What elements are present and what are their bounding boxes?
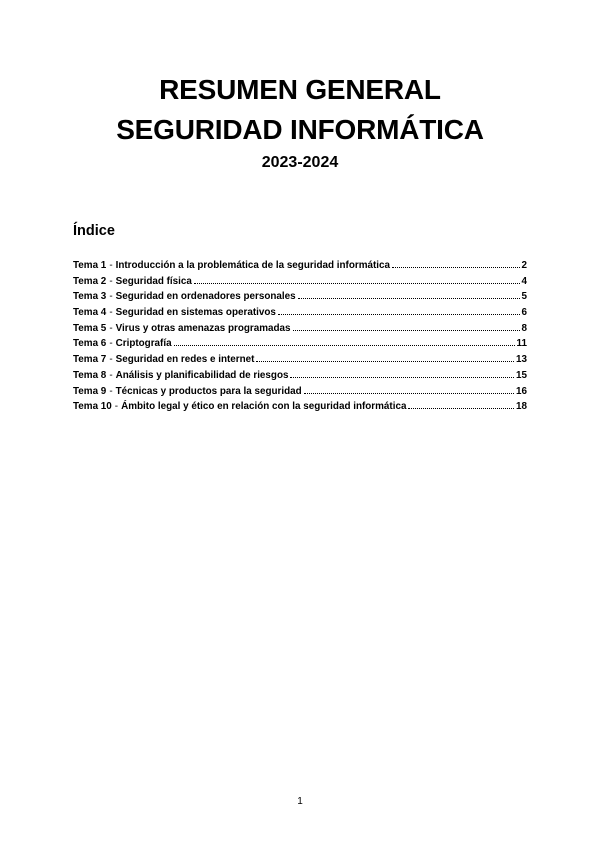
toc-dot-leader bbox=[408, 399, 514, 409]
toc-entry-title: Seguridad en sistemas operativos bbox=[115, 307, 276, 319]
toc-entry[interactable] bbox=[73, 399, 527, 415]
toc-entry-page: 2 bbox=[521, 260, 527, 271]
toc-dot-leader bbox=[293, 321, 520, 331]
toc-entry[interactable] bbox=[73, 274, 527, 290]
toc-entry[interactable] bbox=[73, 352, 527, 368]
toc-entry-separator: - bbox=[109, 260, 113, 271]
toc-entry-page: 8 bbox=[521, 322, 527, 334]
toc-entry-number: Tema 10 bbox=[73, 401, 112, 413]
page-number: 1 bbox=[297, 796, 303, 807]
toc-entry-page: 16 bbox=[516, 385, 527, 397]
toc-dot-leader bbox=[256, 352, 514, 362]
toc-entry[interactable] bbox=[73, 336, 527, 352]
toc-entry-separator: - bbox=[109, 369, 113, 381]
toc-entry[interactable] bbox=[73, 289, 527, 305]
index-heading: Índice bbox=[73, 223, 115, 239]
toc-entry-number: Tema 3 bbox=[73, 291, 107, 303]
toc-entry-number: Tema 2 bbox=[73, 275, 107, 287]
toc-entry-number: Tema 4 bbox=[73, 307, 107, 319]
toc-entry[interactable] bbox=[73, 368, 527, 384]
toc-entry-page: 18 bbox=[516, 401, 527, 413]
toc-entry-page: 4 bbox=[521, 275, 527, 287]
toc-entry-number: Tema 1 bbox=[73, 260, 107, 271]
toc-dot-leader bbox=[304, 384, 514, 394]
toc-dot-leader bbox=[174, 336, 515, 346]
toc-entry-number: Tema 5 bbox=[73, 322, 107, 334]
table-of-contents bbox=[73, 258, 527, 415]
toc-entry-separator: - bbox=[109, 385, 113, 397]
toc-entry-separator: - bbox=[109, 322, 113, 334]
toc-entry-separator: - bbox=[109, 291, 113, 303]
toc-dot-leader bbox=[194, 274, 520, 284]
toc-entry-title: Ámbito legal y ético en relación con la seguridad informática bbox=[121, 401, 407, 413]
toc-entry-separator: - bbox=[109, 307, 113, 319]
toc-dot-leader bbox=[278, 305, 520, 315]
toc-entry-title: Análisis y planificabilidad de riesgos bbox=[115, 369, 289, 381]
document-title-line2: SEGURIDAD INFORMÁTICA bbox=[116, 114, 484, 145]
toc-entry-separator: - bbox=[109, 354, 113, 366]
toc-entry-title: Introducción a la problemática de la seguridad informática bbox=[115, 260, 390, 271]
toc-entry-title: Seguridad en redes e internet bbox=[115, 354, 255, 366]
toc-dot-leader bbox=[298, 289, 520, 299]
toc-entry-separator: - bbox=[109, 338, 113, 350]
toc-entry[interactable] bbox=[73, 258, 527, 274]
toc-entry-page: 15 bbox=[516, 369, 527, 381]
toc-dot-leader bbox=[290, 368, 514, 378]
academic-year: 2023-2024 bbox=[261, 154, 339, 171]
toc-entry-separator: - bbox=[109, 275, 113, 287]
toc-entry-page: 11 bbox=[516, 338, 527, 350]
toc-entry[interactable] bbox=[73, 305, 527, 321]
document-title-line1: RESUMEN GENERAL bbox=[159, 74, 441, 105]
toc-entry-title: Seguridad física bbox=[115, 275, 192, 287]
toc-entry[interactable] bbox=[73, 321, 527, 337]
toc-entry-title: Virus y otras amenazas programadas bbox=[115, 322, 291, 334]
toc-entry-number: Tema 9 bbox=[73, 385, 107, 397]
toc-entry-title: Criptografía bbox=[115, 338, 172, 350]
toc-entry-title: Seguridad en ordenadores personales bbox=[115, 291, 296, 303]
toc-entry-page: 13 bbox=[516, 354, 527, 366]
toc-entry-number: Tema 8 bbox=[73, 369, 107, 381]
toc-dot-leader bbox=[392, 258, 520, 268]
toc-entry-separator: - bbox=[114, 401, 119, 413]
toc-entry-page: 5 bbox=[521, 291, 527, 303]
toc-entry-number: Tema 6 bbox=[73, 338, 107, 350]
toc-entry-title: Técnicas y productos para la seguridad bbox=[115, 385, 302, 397]
toc-entry[interactable] bbox=[73, 384, 527, 400]
toc-entry-page: 6 bbox=[521, 307, 527, 319]
toc-entry-number: Tema 7 bbox=[73, 354, 107, 366]
